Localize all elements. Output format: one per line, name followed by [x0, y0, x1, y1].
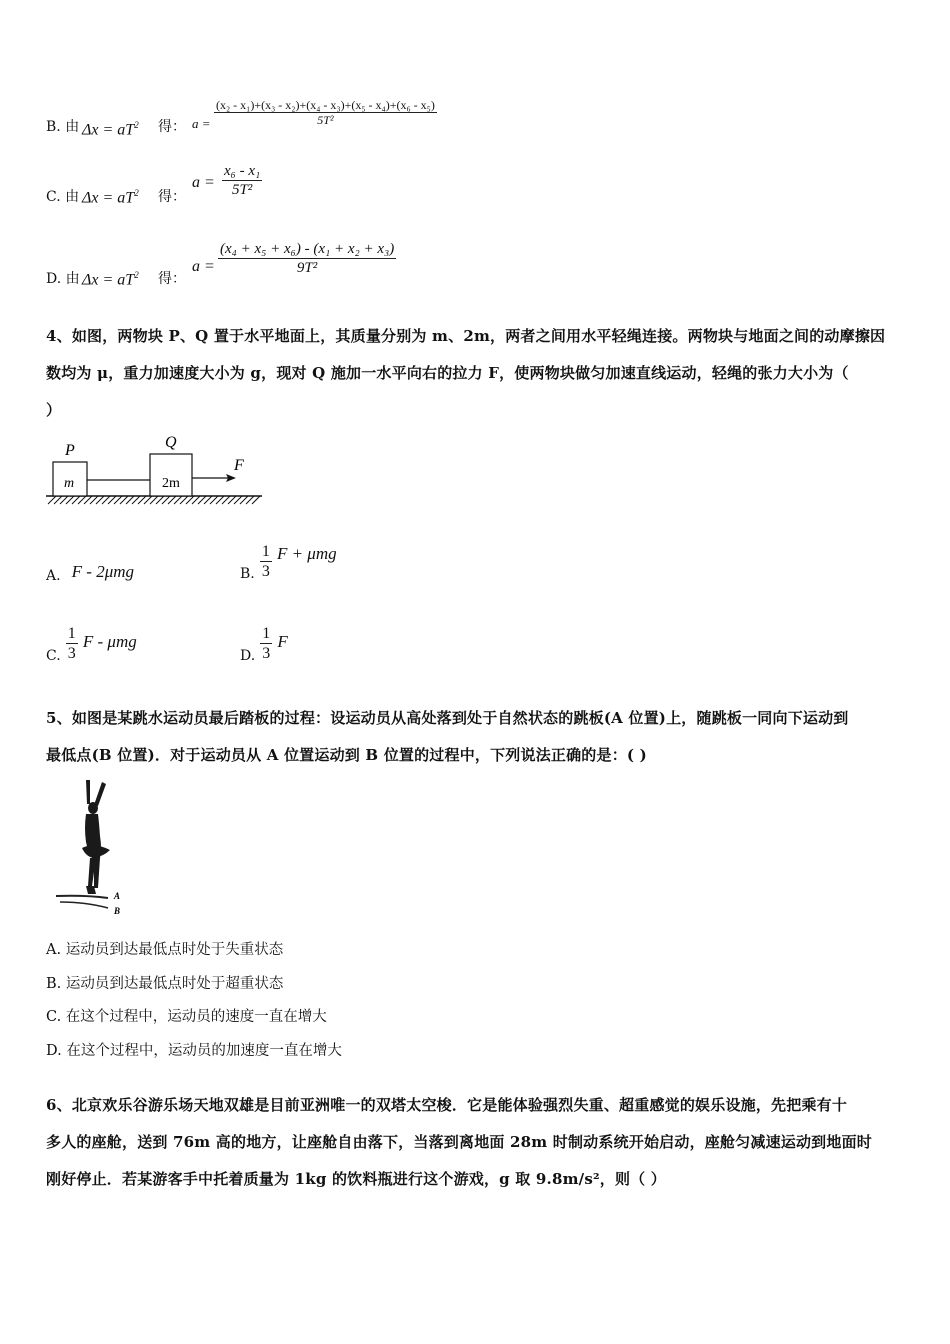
option-4d-num: 1: [260, 624, 272, 644]
question-5-text: [46, 700, 916, 774]
question-6-line-2: 多人的座舱，送到 76m 高的地方，让座舱自由落下，当落到离地面 28m 时制动系统开始启动，座舱匀减速运动到地面时: [46, 1133, 872, 1151]
question-6-line-3: 刚好停止．若某游客手中托着质量为 1kg 的饮料瓶进行这个游戏，g 取 9.8m/s²，则（ ）: [46, 1170, 666, 1188]
option-3c-numerator: x₆ - x₁: [224, 163, 261, 179]
option-3d-label: D. 由: [46, 271, 80, 287]
option-3b-label: B. 由: [46, 119, 80, 135]
option-4b-den: 3: [261, 563, 270, 581]
question-4-line-2: 数均为 μ，重力加速度大小为 g，现对 Q 施加一水平向右的拉力 F，使两物块做匀加速直线运动，轻绳的张力大小为（: [46, 364, 849, 382]
label-m: m: [64, 476, 75, 491]
option-4c-den: 3: [67, 645, 76, 663]
option-3c-lhs: a =: [192, 174, 215, 191]
option-3c-relation: $\Delta x = aT^2$: [82, 188, 139, 207]
option-4b-fraction: [260, 542, 272, 581]
option-5c: C. 在这个过程中，运动员的速度一直在增大: [46, 1009, 327, 1026]
option-4a-expr: F - 2μmg: [71, 562, 135, 581]
question-5-line-2: 最低点(B 位置)．对于运动员从 A 位置运动到 B 位置的过程中，下列说法正确的是：( ): [46, 746, 647, 764]
question-6-text: [46, 1087, 916, 1198]
option-4b-num: 1: [260, 542, 272, 562]
option-4a: [46, 562, 134, 582]
label-b: B: [114, 906, 121, 916]
option-3b-de: 得：: [158, 119, 186, 135]
option-4c-num: 1: [66, 624, 78, 644]
option-3d-denominator: 9T²: [296, 260, 318, 276]
option-4d-den: 3: [262, 645, 271, 663]
label-2m: 2m: [162, 476, 180, 491]
option-3b-relation: $\Delta x = aT^2$: [82, 120, 139, 139]
option-4c: [46, 624, 137, 663]
option-4d: [240, 624, 288, 663]
option-3b: [46, 98, 606, 148]
option-3b-lhs: a =: [192, 116, 211, 131]
option-3d: [46, 240, 566, 296]
option-3c-fraction: [222, 162, 262, 199]
diver-silhouette: [82, 780, 110, 894]
option-3d-de: 得：: [158, 271, 186, 287]
question-4-text: [46, 318, 916, 429]
option-4c-fraction: [66, 624, 78, 663]
option-4b: [240, 542, 337, 581]
option-4c-label: C.: [46, 647, 61, 664]
label-p: P: [65, 442, 75, 459]
option-3b-fraction: [214, 98, 437, 128]
ground-hatching: [46, 496, 262, 504]
question-5-options: [46, 934, 342, 1068]
option-5a: A. 运动员到达最低点时处于失重状态: [46, 942, 284, 958]
option-3c-denominator: 5T²: [231, 182, 253, 198]
question-5-line-1: 5、如图是某跳水运动员最后踏板的过程：设运动员从高处落到处于自然状态的跳板(A 位置)上，随跳板一同向下运动到: [46, 709, 849, 727]
option-4c-expr: F - μmg: [82, 631, 137, 651]
option-4b-label: B.: [240, 565, 255, 582]
springboard: [56, 896, 108, 908]
question-4-figure: [40, 430, 270, 515]
question-6-line-1: 6、北京欢乐谷游乐场天地双雄是目前亚洲唯一的双塔太空梭．它是能体验强烈失重、超重感觉的娱乐设施，先把乘有十: [46, 1096, 848, 1114]
question-4-line-3: ）: [46, 401, 62, 419]
option-3d-lhs: a =: [192, 258, 215, 275]
question-5-figure: [46, 778, 136, 920]
option-3c-de: 得：: [158, 189, 186, 205]
option-3c: [46, 162, 446, 212]
option-3d-relation: $\Delta x = aT^2$: [82, 270, 139, 289]
option-3d-fraction: [218, 240, 396, 277]
option-5d: D. 在这个过程中，运动员的加速度一直在增大: [46, 1042, 342, 1059]
option-4a-label: A.: [46, 568, 61, 584]
option-3b-numerator: (x₂ - x₁)+(x₃ - x₂)+(x₄ - x₃)+(x₅ - x₄)+(x₆ - x₅): [216, 98, 435, 112]
option-3c-label: C. 由: [46, 189, 80, 205]
question-4-line-1: 4、如图，两物块 P、Q 置于水平地面上，其质量分别为 m、2m，两者之间用水平轻绳连接。两物块与地面之间的动摩擦因: [46, 327, 886, 345]
option-4d-fraction: [260, 624, 272, 663]
option-4b-expr: F + μmg: [276, 543, 337, 563]
label-a: A: [114, 891, 121, 901]
label-f: F: [234, 457, 244, 474]
option-3b-denominator: 5T²: [317, 113, 334, 128]
label-q: Q: [165, 434, 177, 451]
option-3d-numerator: (x₄ + x₅ + x₆) - (x₁ + x₂ + x₃): [220, 241, 395, 257]
option-4d-expr: F: [277, 631, 288, 651]
option-5b: B. 运动员到达最低点时处于超重状态: [46, 975, 284, 992]
option-4d-label: D.: [240, 647, 256, 664]
